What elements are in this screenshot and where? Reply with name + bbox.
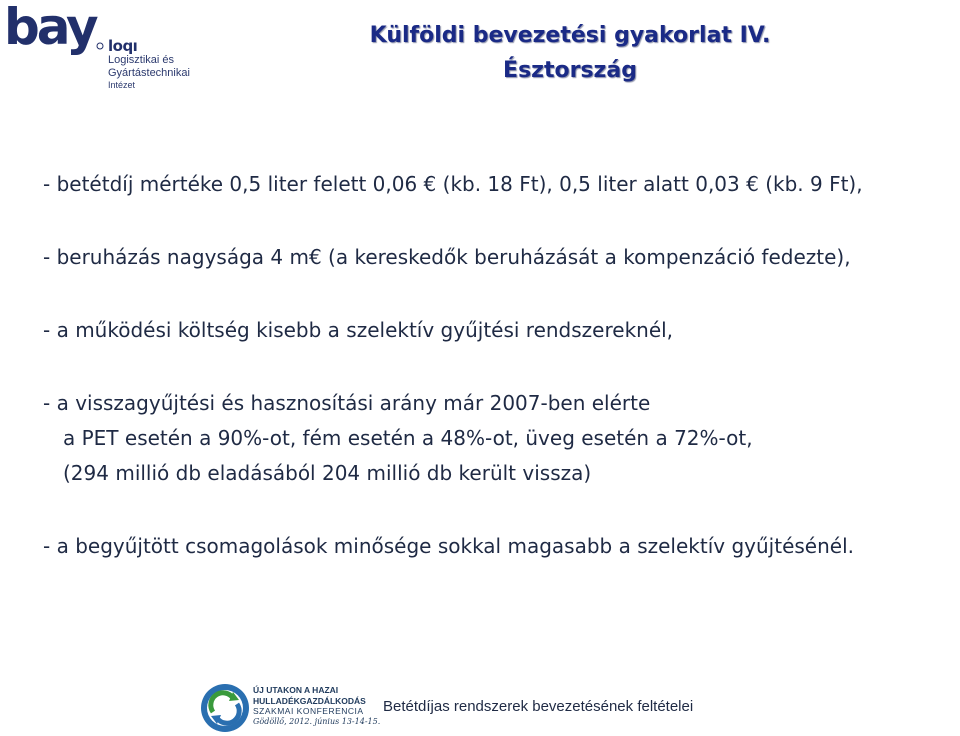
bullet-investment: - beruházás nagysága 4 m€ (a kereskedők beruházását a kompenzáció fedezte), xyxy=(43,245,851,269)
return-rate-detail: a PET esetén a 90%-ot, fém esetén a 48%-ot, üveg esetén a 72%-ot, xyxy=(63,426,753,450)
bullet-deposit-rate: - betétdíj mértéke 0,5 liter felett 0,06 € (kb. 18 Ft), 0,5 liter alatt 0,03 € (kb. 9 Ft), xyxy=(43,172,863,196)
bay-logo xyxy=(4,0,104,62)
conference-badge-icon xyxy=(199,682,251,734)
bullet-operating-cost: - a működési költség kisebb a szelektív gyűjtési rendszereknél, xyxy=(43,318,674,342)
logi-logo-line2: Gyártástechnikai xyxy=(108,67,190,79)
bullet-return-rate: - a visszagyűjtési és hasznosítási arány már 2007-ben elérte xyxy=(43,391,651,415)
logi-logo-line1: Logisztikai és xyxy=(108,54,175,66)
slide-title-line2: Észtország xyxy=(503,58,637,83)
logi-logo-line3: Intézet xyxy=(108,80,136,90)
conference-line2: HULLADÉKGAZDÁLKODÁS xyxy=(253,695,366,706)
slide-title-line1: Külföldi bevezetési gyakorlat IV. xyxy=(369,23,771,48)
conference-info xyxy=(253,685,380,727)
footer-caption: Betétdíjas rendszerek bevezetésének feltételei xyxy=(383,698,694,715)
bullet-quality: - a begyűjtött csomagolások minősége sokkal magasabb a szelektív gyűjtésénél. xyxy=(43,534,854,558)
conference-line1: ÚJ UTAKON A HAZAI xyxy=(253,685,339,695)
conference-date: Gödöllő, 2012. június 13-14-15. xyxy=(253,716,381,726)
logi-logo xyxy=(108,38,190,91)
return-rate-count: (294 millió db eladásából 204 millió db került vissza) xyxy=(63,461,592,485)
logi-logo-mark: loqı xyxy=(108,37,138,55)
conference-line3: SZAKMAI KONFERENCIA xyxy=(253,706,364,716)
bay-logo-text: bay xyxy=(4,0,96,56)
